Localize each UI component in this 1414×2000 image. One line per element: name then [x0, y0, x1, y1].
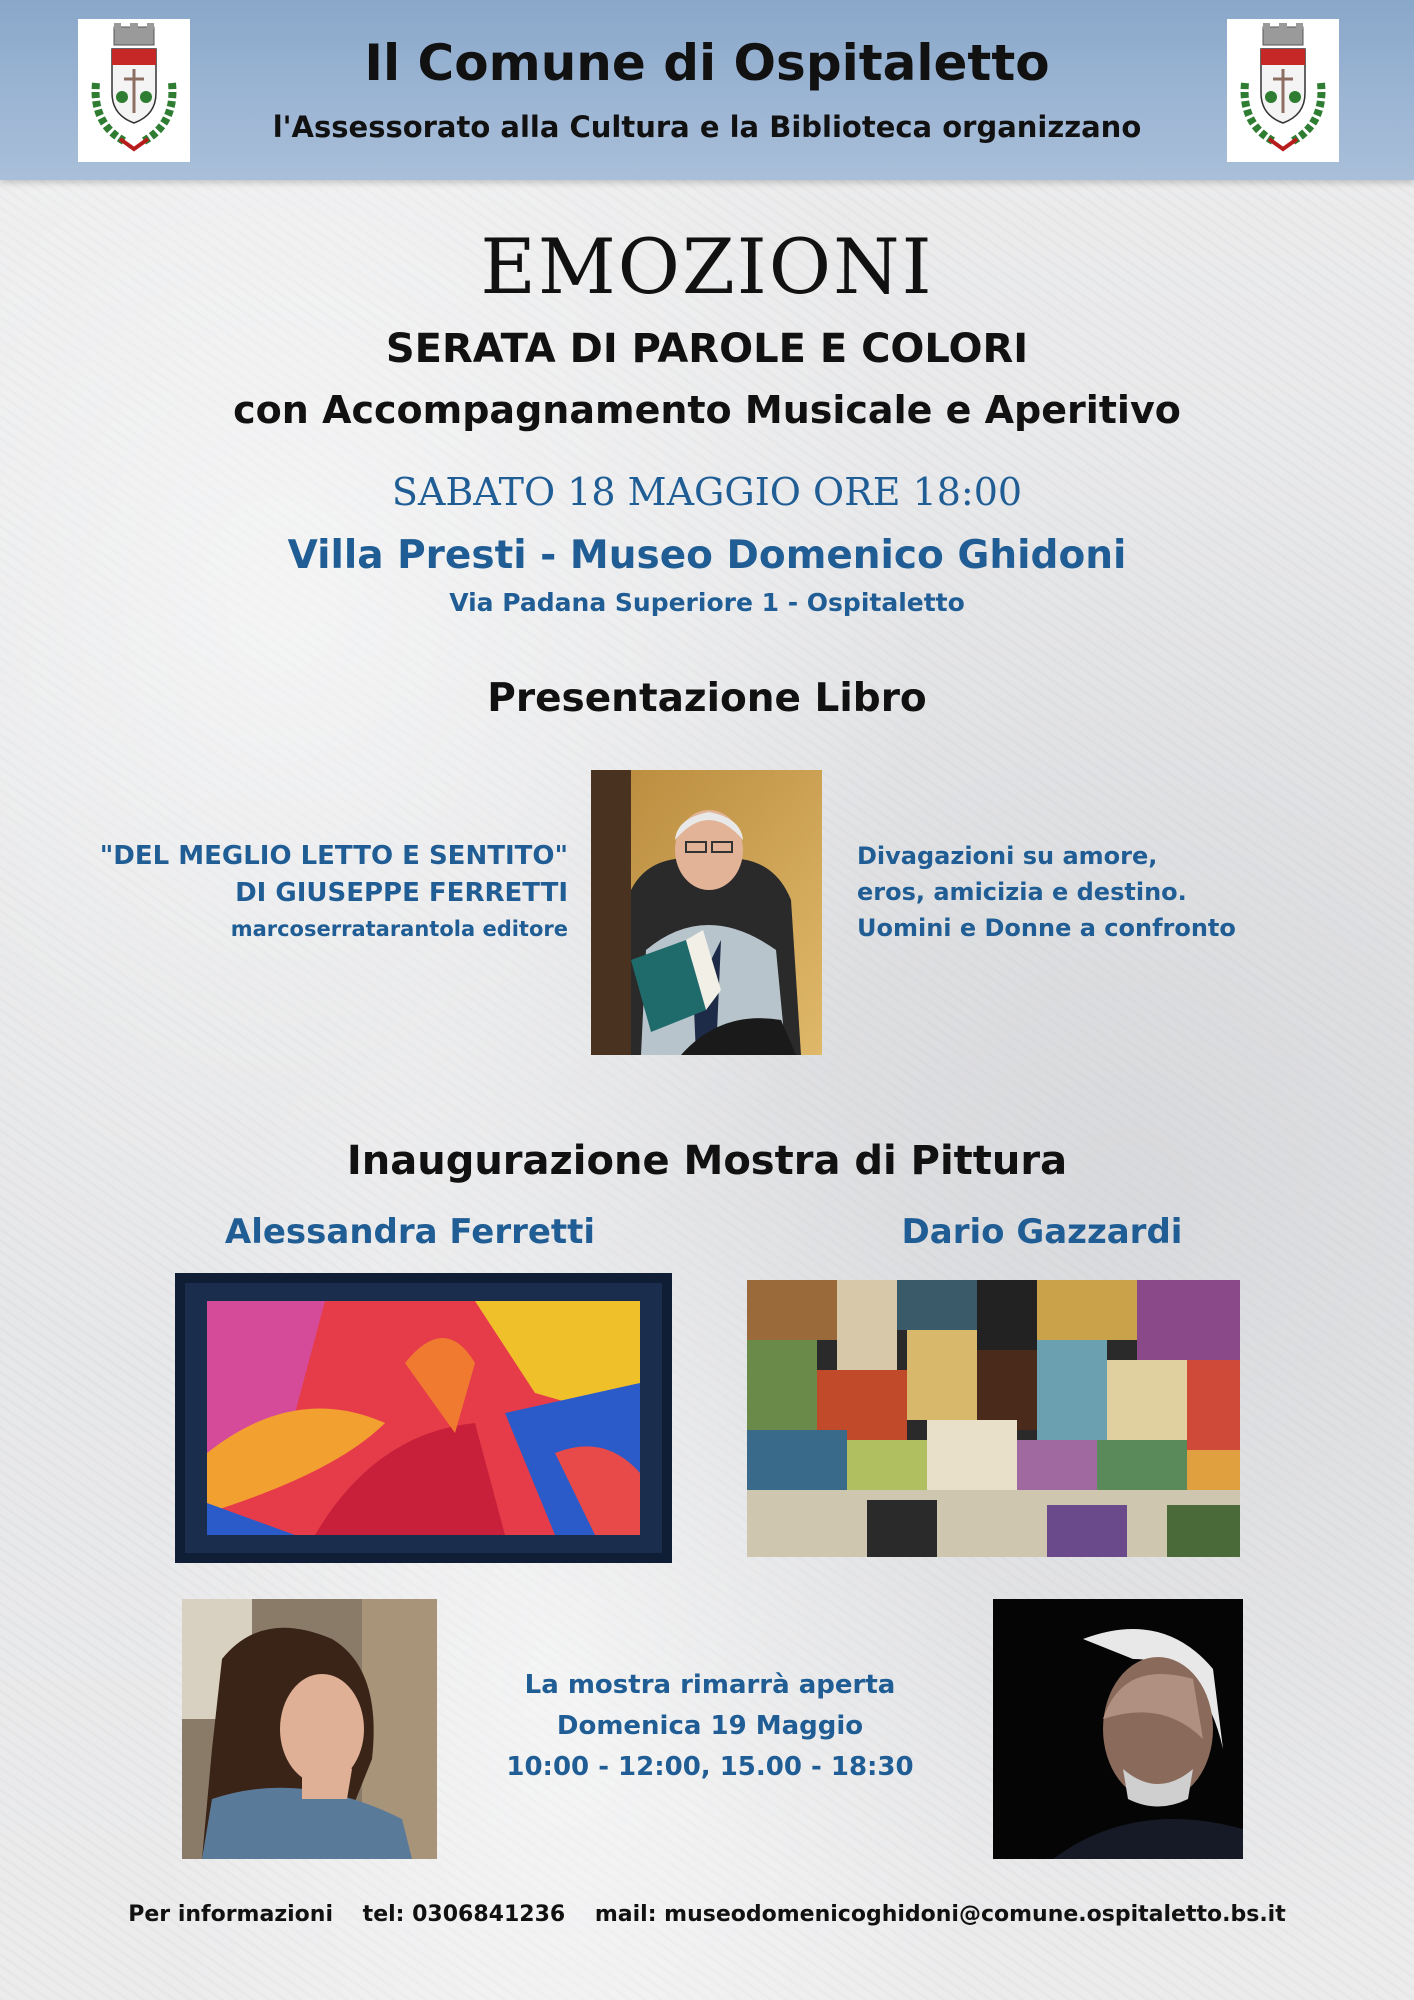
book-description-line: eros, amicizia e destino. — [857, 878, 1187, 906]
event-title: EMOZIONI — [480, 222, 934, 311]
artist-name-1: Alessandra Ferretti — [224, 1212, 596, 1252]
event-venue: Villa Presti - Museo Domenico Ghidoni — [287, 533, 1127, 578]
event-subtitle: SERATA DI PAROLE E COLORI — [385, 326, 1029, 372]
book-publisher: marcoserratarantola editore — [230, 917, 568, 941]
exhibition-section-heading: Inaugurazione Mostra di Pittura — [346, 1138, 1068, 1184]
artist-photo-gazzardi — [993, 1599, 1243, 1859]
exhibition-info-line: 10:00 - 12:00, 15.00 - 18:30 — [506, 1752, 914, 1782]
painting-ferretti — [175, 1273, 672, 1563]
exhibition-opening-info — [470, 1665, 950, 1788]
footer-phone[interactable]: tel: 0306841236 — [362, 1902, 566, 1927]
book-description-line: Divagazioni su amore, — [857, 842, 1158, 870]
book-section-heading: Presentazione Libro — [487, 676, 927, 721]
event-tagline: con Accompagnamento Musicale e Aperitivo — [233, 388, 1181, 432]
book-description — [857, 838, 1236, 946]
footer-email[interactable]: mail: museodomenicoghidoni@comune.ospitaletto.bs.it — [594, 1902, 1286, 1927]
contact-footer — [0, 1902, 1414, 1927]
artist-photo-ferretti — [182, 1599, 437, 1859]
exhibition-info-line: Domenica 19 Maggio — [556, 1711, 864, 1741]
painting-gazzardi — [747, 1280, 1240, 1557]
book-author: DI GIUSEPPE FERRETTI — [235, 878, 568, 908]
exhibition-info-line: La mostra rimarrà aperta — [524, 1670, 896, 1700]
book-description-line: Uomini e Donne a confronto — [857, 914, 1236, 942]
footer-label: Per informazioni — [128, 1902, 333, 1927]
header-subtitle: l'Assessorato alla Cultura e la Biblioteca organizzano — [272, 110, 1142, 144]
author-photo — [591, 770, 822, 1055]
event-address: Via Padana Superiore 1 - Ospitaletto — [449, 588, 965, 617]
header-banner — [0, 0, 1414, 180]
book-title: "DEL MEGLIO LETTO E SENTITO" — [99, 841, 568, 871]
artist-name-2: Dario Gazzardi — [901, 1212, 1183, 1252]
header-title: Il Comune di Ospitaletto — [364, 34, 1050, 92]
event-date: SABATO 18 MAGGIO ORE 18:00 — [391, 470, 1023, 514]
